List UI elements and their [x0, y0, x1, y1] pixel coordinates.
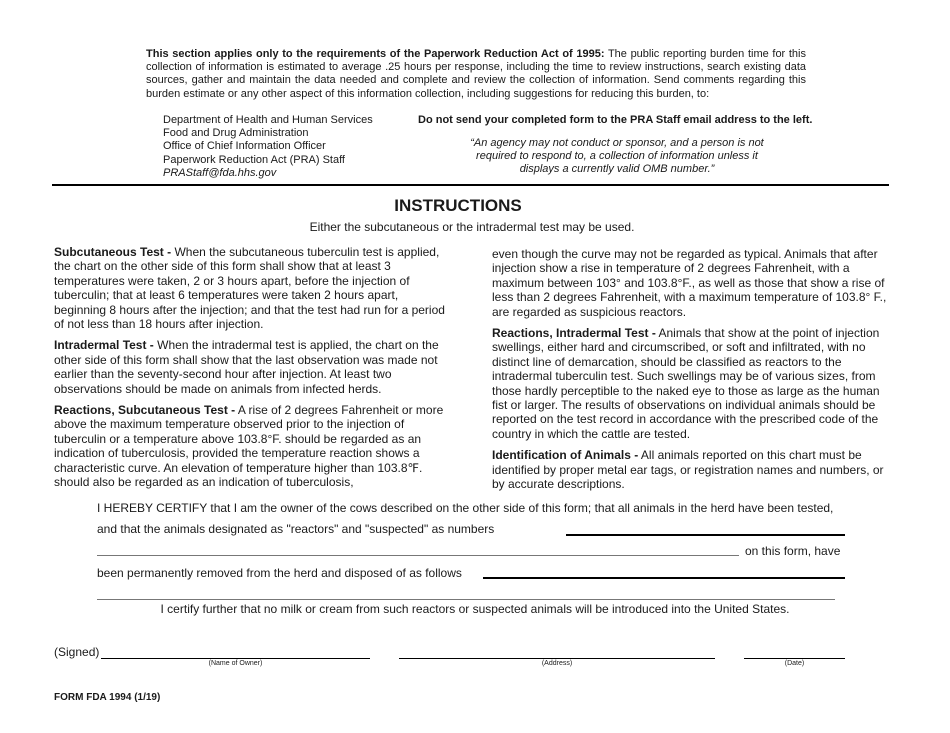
reactor-numbers-field[interactable]: [566, 534, 845, 536]
instruction-heading: Intradermal Test -: [54, 338, 154, 353]
pra-email: PRAStaff@fda.hhs.gov: [163, 166, 277, 179]
instruction-heading: Reactions, Intradermal Test -: [492, 326, 656, 341]
address-caption: (Address): [541, 660, 573, 667]
certify-line-3-tail: on this form, have: [745, 544, 841, 558]
instruction-continuation: even though the curve may not be regarded as typical. Animals that after injection show a rise in temperature of 2 degrees Fahrenheit, with a maximum between 103° and 103.8°F., as well as those that show a rise of less than 2 degrees Fahrenheit, with a maximum temperature of 103.8° F., are regarded as suspicious reactors.: [492, 247, 887, 319]
address-line: Office of Chief Information Officer: [163, 140, 326, 153]
form-number: FORM FDA 1994 (1/19): [54, 692, 161, 703]
instructions-left-column: [54, 245, 446, 490]
instruction-text: All animals reported on this chart must be identified by proper metal ear tags, or registration names and numbers, or by accurate descriptions.: [492, 448, 884, 492]
instructions-title: INSTRUCTIONS: [394, 196, 522, 215]
address-field[interactable]: [399, 658, 715, 659]
instruction-heading: Identification of Animals -: [492, 448, 639, 463]
pra-heading: This section applies only to the requirements of the Paperwork Reduction Act of 1995:: [146, 48, 605, 60]
address-line: Department of Health and Human Services: [163, 114, 373, 126]
instructions-right-column: [492, 247, 890, 492]
instruction-heading: Reactions, Subcutaneous Test -: [54, 403, 236, 418]
instruction-paragraph: [54, 338, 446, 396]
certify-line-4: been permanently removed from the herd and disposed of as follows: [97, 566, 462, 580]
certify-further: I certify further that no milk or cream from such reactors or suspected animals will be introduced into the United States.: [160, 602, 790, 616]
date-caption: (Date): [784, 660, 805, 667]
date-field[interactable]: [744, 658, 845, 659]
instruction-paragraph: [492, 326, 890, 441]
address-line: Paperwork Reduction Act (PRA) Staff: [163, 153, 345, 166]
instruction-paragraph: [54, 403, 446, 489]
omb-quote: “An agency may not conduct or sponsor, and a person is not required to respond to, a collection of information unless it displays a currently valid OMB number.”: [470, 137, 764, 176]
disposal-method-field[interactable]: [483, 577, 845, 579]
do-not-send-notice: Do not send your completed form to the PRA Staff email address to the left.: [418, 114, 813, 126]
signed-label: (Signed): [54, 645, 100, 659]
owner-name-field[interactable]: [101, 658, 370, 659]
instruction-text: Animals that show at the point of injection swellings, either hard and circumscribed, or soft and infiltrated, with no distinct line of demarcation, should be classified as reactors to the intradermal tuberculin test. Such swellings may be of various sizes, from those hardly perceptible to the naked eye to those as large as the human fist or larger. The results of observations on individual animals should be reported on the test record in accordance with the prescribed code of the country in which the cattle are tested.: [492, 326, 880, 441]
pra-statement: [146, 48, 806, 101]
owner-name-caption: (Name of Owner): [208, 660, 263, 667]
pra-address-block: [163, 114, 373, 180]
pra-body: The public reporting burden time for this collection of information is estimated to average .25 hours per response, including the time to review instructions, search existing data sources, gather and maintain the data needed and complete and review the collection of information. Send comments regarding this burden estimate or any other aspect of this information collection, including suggestions for reducing this burden, to:: [146, 48, 806, 100]
certify-line-1: I HEREBY CERTIFY that I am the owner of the cows described on the other side of this form; that all animals in the herd have been tested,: [97, 501, 834, 515]
instruction-paragraph: [492, 448, 890, 491]
instruction-paragraph: [54, 245, 446, 331]
instruction-text: A rise of 2 degrees Fahrenheit or more above the maximum temperature observed prior to the injection of tuberculin or a temperature above 103.8°F. should be regarded as an indication of tuberculosis, provided the temperature reaction shows a characteristic curve. An elevation of temperature higher than 103.8℉. should also be regarded as an indication of tuberculosis,: [54, 403, 444, 490]
section-divider: [52, 184, 889, 186]
disposal-method-continued-field[interactable]: [97, 599, 835, 600]
instructions-subtitle: Either the subcutaneous or the intradermal test may be used.: [309, 220, 635, 234]
instruction-heading: Subcutaneous Test -: [54, 245, 172, 259]
instruction-text: When the intradermal test is applied, the chart on the other side of this form shall show that the last observation was made not earlier than the seventy-second hour after injection. At least two observations should be made on animals from infected herds.: [54, 338, 439, 396]
certify-line-2: and that the animals designated as "reactors" and "suspected" as numbers: [97, 522, 495, 536]
reactor-numbers-continued-field[interactable]: [97, 555, 739, 556]
address-line: Food and Drug Administration: [163, 127, 309, 140]
instruction-text: When the subcutaneous tuberculin test is applied, the chart on the other side of this form shall show that at least 3 temperatures were taken, 2 or 3 hours apart, before the injection of tuberculin; that at least 6 temperatures were taken 2 hours apart, beginning 8 hours after the injection; and that the test had run for a period of not less than 18 hours after injection.: [54, 245, 445, 332]
